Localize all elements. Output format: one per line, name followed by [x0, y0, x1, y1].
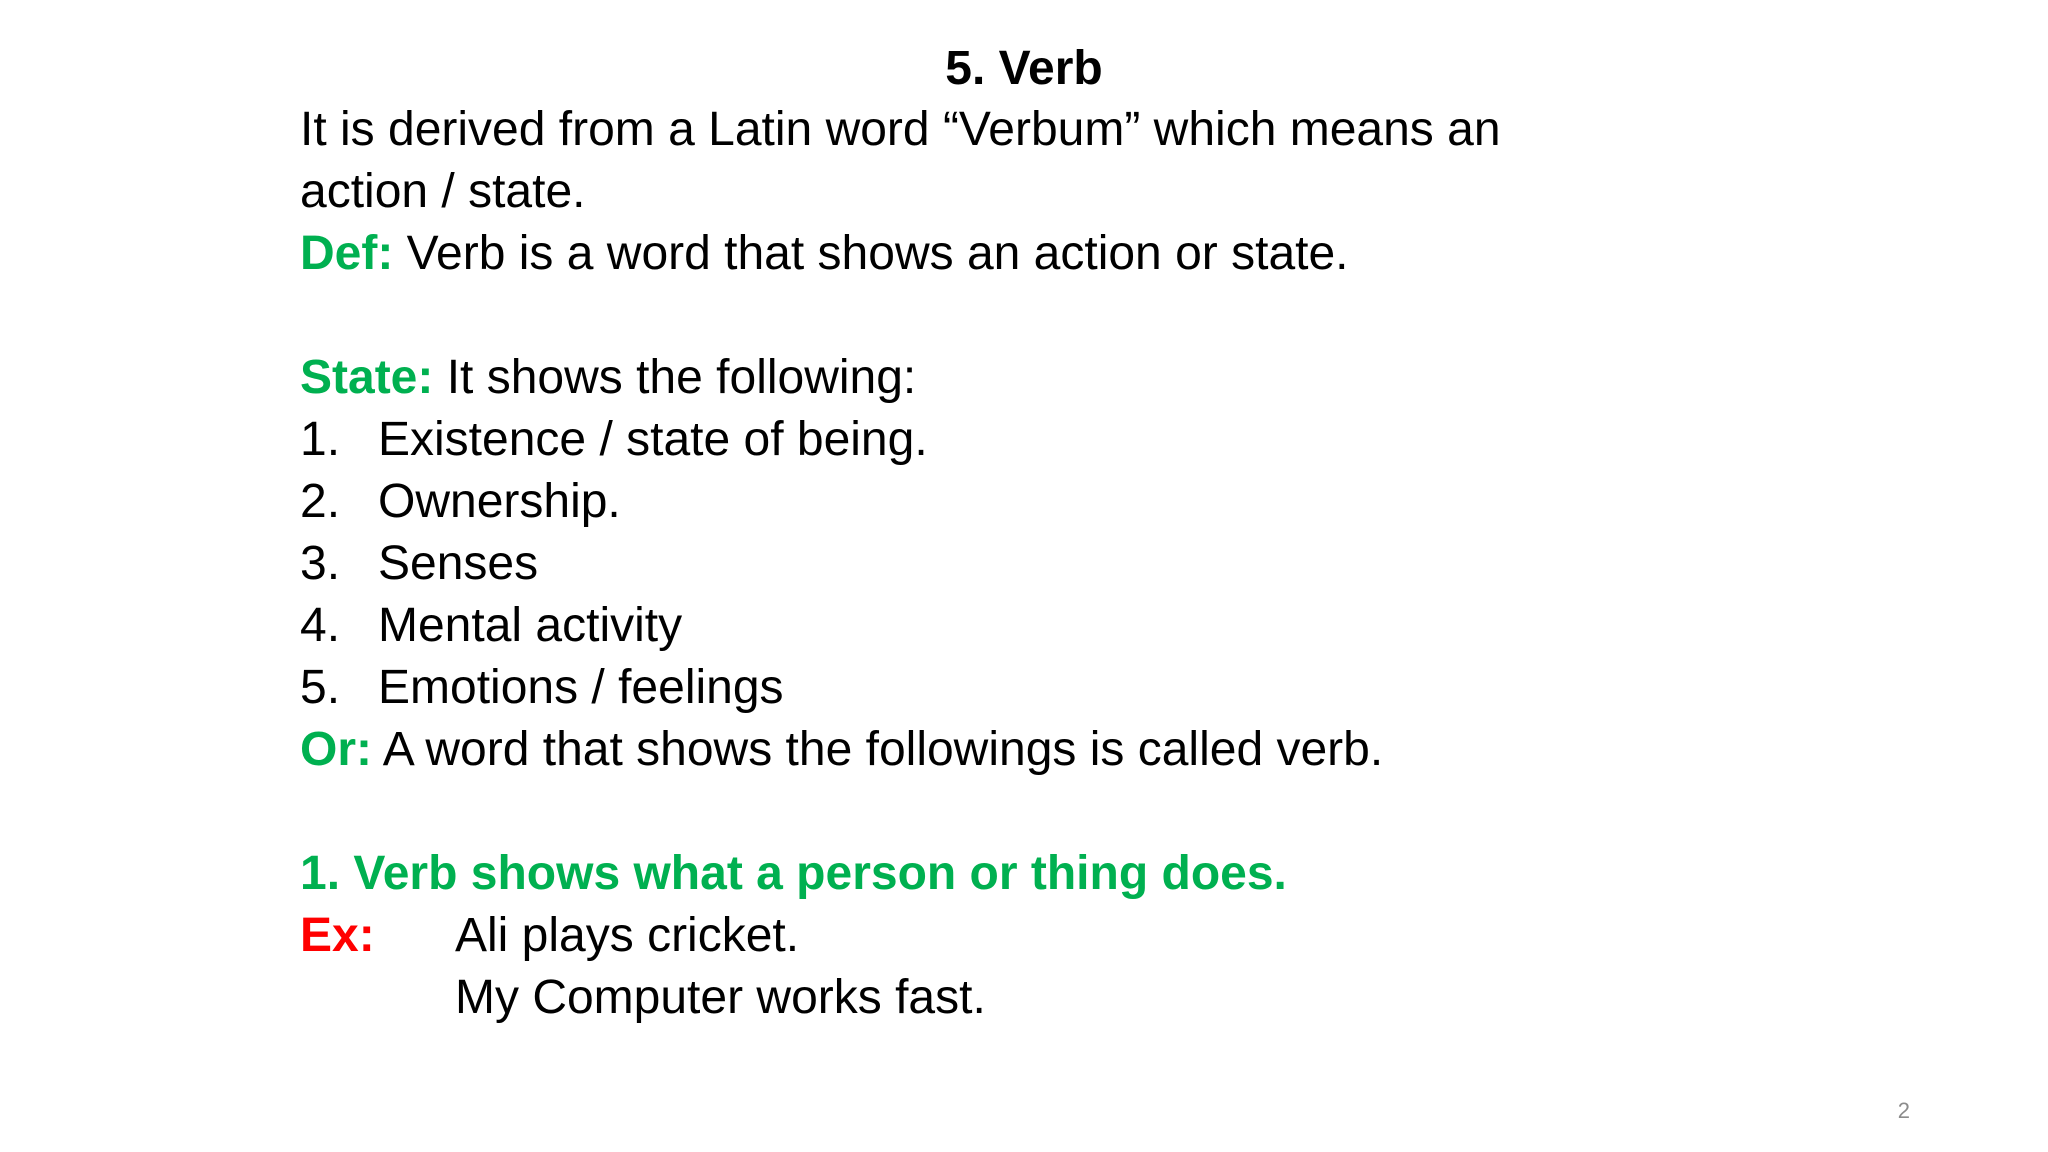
page-number: 2	[1897, 1098, 1910, 1123]
state-line	[300, 347, 1860, 409]
definition-line	[300, 223, 1860, 285]
or-line	[300, 719, 1860, 781]
intro-line-1: It is derived from a Latin word “Verbum” which means an	[300, 103, 1501, 156]
point-heading: 1. Verb shows what a person or thing does.	[300, 847, 1287, 900]
list-item-text: Mental activity	[378, 599, 683, 652]
list-item	[300, 471, 1860, 533]
list-item-text: Emotions / feelings	[378, 661, 784, 714]
example-line	[300, 905, 1860, 967]
or-label: Or:	[300, 723, 372, 776]
example-text: My Computer works fast.	[455, 971, 986, 1024]
slide-title: 5. Verb	[945, 42, 1103, 95]
example-line	[300, 967, 1860, 1029]
list-item-text: Senses	[378, 537, 539, 590]
spacer	[300, 285, 1860, 347]
list-item-number: 1.	[300, 413, 341, 466]
def-label: Def:	[300, 227, 394, 280]
list-item-number: 4.	[300, 599, 341, 652]
spacer	[300, 781, 1860, 843]
list-item	[300, 595, 1860, 657]
list-item-number: 3.	[300, 537, 341, 590]
list-item	[300, 533, 1860, 595]
list-item	[300, 657, 1860, 719]
list-item-number: 5.	[300, 661, 341, 714]
state-text: It shows the following:	[433, 351, 917, 404]
slide-body	[300, 99, 1860, 1029]
list-item	[300, 409, 1860, 471]
list-item-text: Existence / state of being.	[378, 413, 928, 466]
list-item-text: Ownership.	[378, 475, 621, 528]
or-text: A word that shows the followings is called verb.	[372, 723, 1384, 776]
def-text: Verb is a word that shows an action or state.	[393, 227, 1349, 280]
example-text: Ali plays cricket.	[455, 909, 800, 962]
list-item-number: 2.	[300, 475, 341, 528]
state-label: State:	[300, 351, 434, 404]
ex-label: Ex:	[300, 909, 375, 962]
intro-line-2: action / state.	[300, 165, 586, 218]
